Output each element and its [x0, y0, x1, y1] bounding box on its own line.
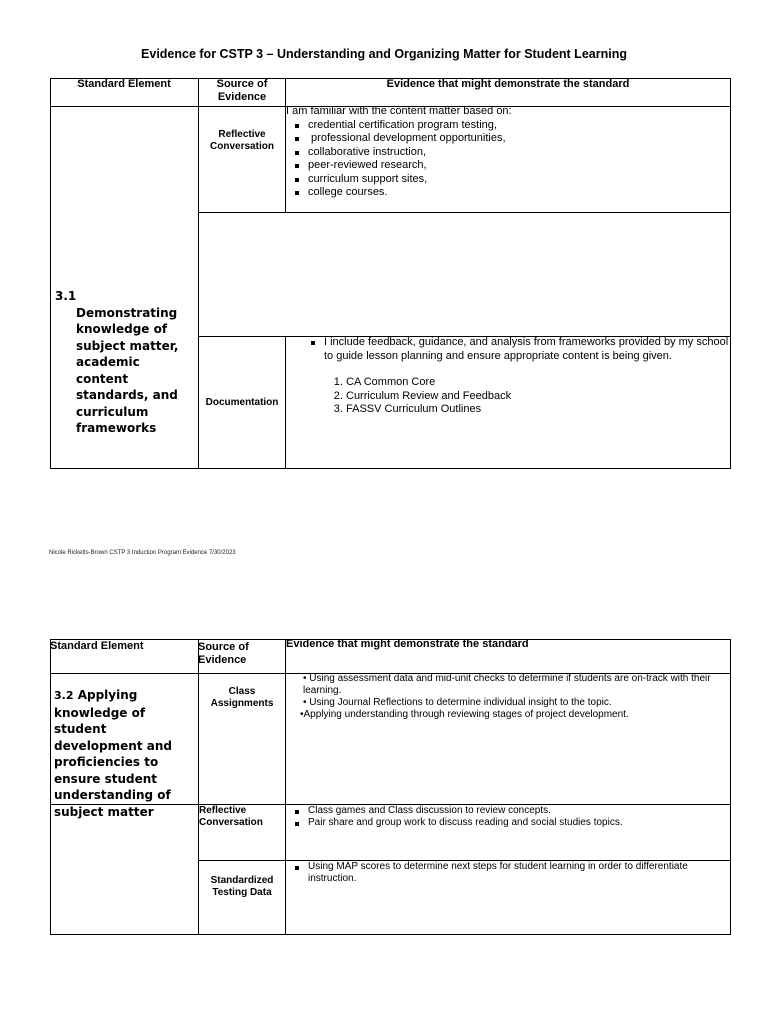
list-item: • Using Journal Reflections to determine individual insight to the topic.: [303, 697, 612, 708]
list-item: Pair share and group work to discuss reading and social studies topics.: [308, 817, 726, 829]
evidence-list: [286, 861, 726, 885]
evidence-list: [286, 336, 730, 363]
list-item: •Applying understanding through reviewing stages of project development.: [300, 709, 629, 720]
evidence-reflective-conversation: [286, 805, 726, 829]
list-item: • Using assessment data and mid-unit checks to determine if students are on-track with their learning.: [303, 673, 711, 696]
header-evidence: Evidence that might demonstrate the standard: [286, 638, 529, 650]
header-standard-element: Standard Element: [50, 640, 144, 652]
list-item: 2. Curriculum Review and Feedback: [346, 390, 730, 404]
list-item: collaborative instruction,: [308, 146, 726, 160]
header-source-of-evidence: Source of Evidence: [216, 78, 268, 103]
list-item: peer-reviewed research,: [308, 159, 726, 173]
source-reflective-conversation: Reflective Conversation: [199, 805, 263, 828]
source-standardized-testing-data: Standardized Testing Data: [210, 875, 274, 898]
header-source-of-evidence: Source of Evidence: [198, 641, 249, 666]
list-item: professional development opportunities,: [308, 132, 726, 146]
list-item: credential certification program testing,: [308, 119, 726, 133]
evidence-reflective-conversation: [286, 105, 726, 200]
header-evidence: Evidence that might demonstrate the standard: [386, 78, 630, 90]
list-item: curriculum support sites,: [308, 173, 726, 187]
numbered-list: [286, 376, 730, 417]
standard-element-cell: [55, 288, 193, 437]
source-reflective-conversation: Reflective Conversation: [210, 129, 274, 152]
evidence-list: [286, 119, 726, 200]
list-item: I include feedback, guidance, and analysis from frameworks provided by my school to guide lesson planning and ensure appropriate content is being given.: [324, 336, 729, 362]
standard-number: 3.2: [54, 689, 74, 702]
list-item: Class games and Class discussion to review concepts.: [308, 805, 726, 817]
standard-description: Demonstrating knowledge of subject matter, academic content standards, and curriculum frameworks: [76, 305, 179, 435]
document-title: Evidence for CSTP 3 – Understanding and Organizing Matter for Student Learning: [141, 47, 627, 61]
list-item: 3. FASSV Curriculum Outlines: [346, 403, 730, 417]
source-class-assignments: Class Assignments: [210, 686, 274, 709]
evidence-list: [286, 805, 726, 829]
evidence-intro: I am familiar with the content matter based on:: [286, 105, 512, 117]
evidence-class-assignments: [300, 673, 725, 721]
evidence-standardized-testing-data: [286, 861, 726, 885]
source-documentation: Documentation: [205, 397, 279, 408]
list-item: 1. CA Common Core: [346, 376, 730, 390]
standard-element-cell: [54, 687, 196, 820]
list-item: college courses.: [308, 186, 726, 200]
standard-number: 3.1: [55, 289, 77, 303]
list-item: Using MAP scores to determine next steps for student learning in order to differentiate instruction.: [308, 861, 726, 885]
header-standard-element: Standard Element: [77, 78, 171, 90]
page-footer: Nicole Ricketts-Brown CSTP 3 Induction Program Evidence 7/30/2023: [49, 550, 236, 556]
evidence-documentation: [286, 336, 730, 417]
standard-description: Applying knowledge of student development and proficiencies to ensure student understanding of subject matter: [54, 688, 172, 819]
